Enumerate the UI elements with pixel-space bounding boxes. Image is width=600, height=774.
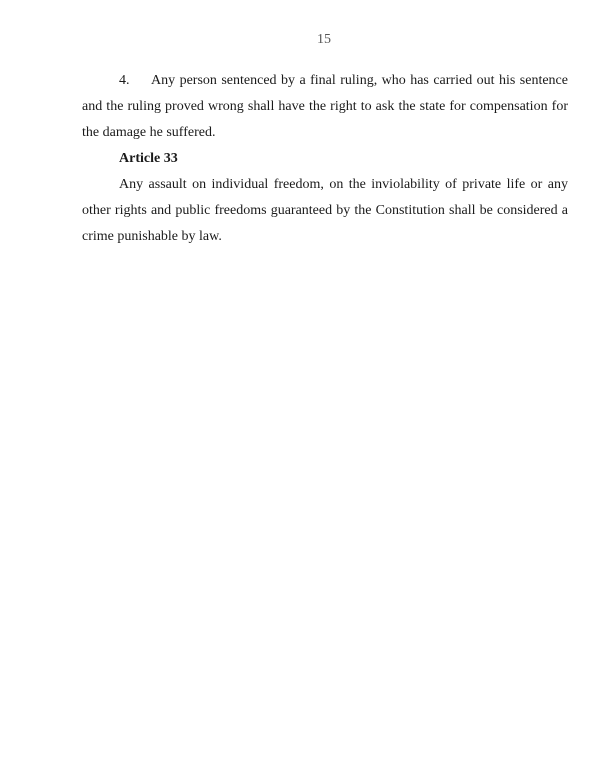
article-heading: Article 33 <box>119 151 178 166</box>
item-number: 4. <box>119 73 130 88</box>
page-number: 15 <box>317 32 331 47</box>
article-paragraph: Any assault on individual freedom, on the inviolability of private life or any other rights and public freedoms guaranteed by the Constitution shall be considered a crime punishable by law. <box>82 177 568 244</box>
numbered-paragraph <box>82 68 568 146</box>
document-body <box>82 68 568 250</box>
item-text: Any person sentenced by a final ruling, who has carried out his sentence and the ruling proved wrong shall have the right to ask the state for compensation for the damage he suffered. <box>82 73 568 140</box>
